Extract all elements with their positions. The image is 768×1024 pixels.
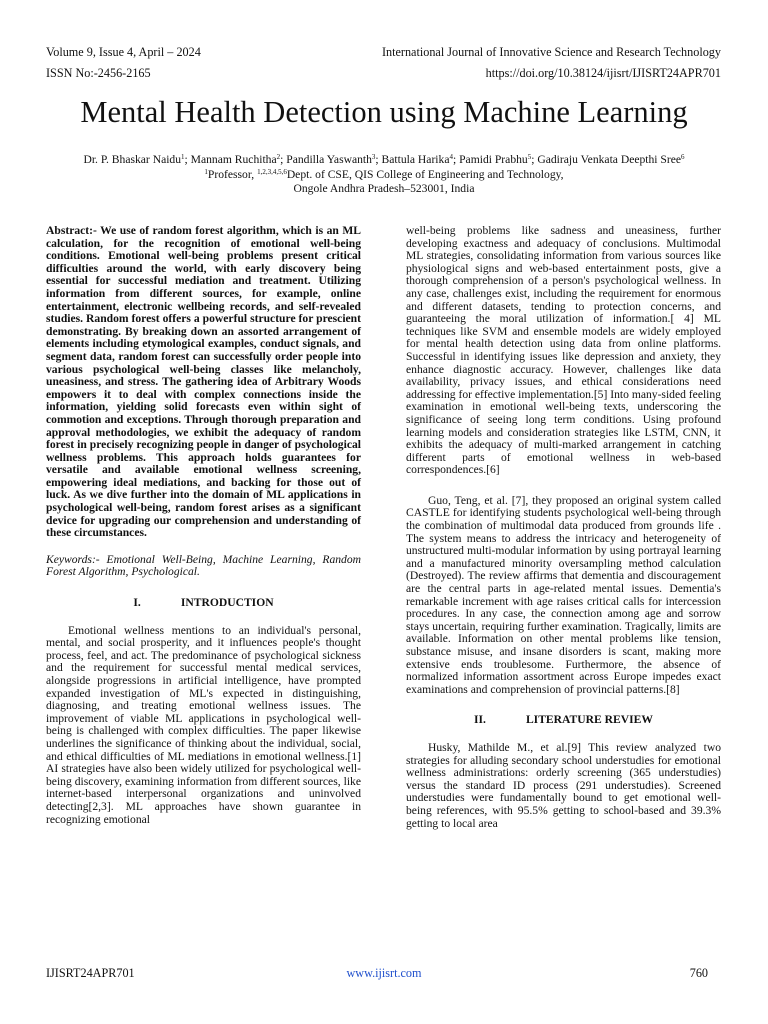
issn: ISSN No:-2456-2165 bbox=[46, 66, 151, 80]
author-sup: 6 bbox=[681, 153, 685, 161]
author-separator: ; bbox=[375, 153, 382, 166]
section-number: I. bbox=[133, 596, 141, 610]
author-name: Pandilla Yaswanth bbox=[286, 153, 372, 166]
author-separator: ; bbox=[184, 153, 191, 166]
section-number: II. bbox=[474, 713, 486, 727]
paper-title: Mental Health Detection using Machine Learning bbox=[80, 95, 688, 129]
section-heading-introduction bbox=[46, 597, 361, 610]
body-paragraph: Husky, Mathilde M., et al.[9] This review analyzed two strategies for alluding secondary school understudies for emotional wellness administrations: orderly screening (365 understudies) versus the standard ID process (291 understudies). Screened understudies were fundamentally bound to get emotional well-being references, with 95.5% getting to school-based and 39.3% getting to local area bbox=[406, 740, 721, 830]
affiliation-line-1 bbox=[0, 168, 768, 183]
journal-name: International Journal of Innovative Science and Research Technology bbox=[381, 45, 721, 59]
author-name: Gadiraju Venkata Deepthi Sree bbox=[537, 153, 682, 166]
body-paragraph: Guo, Teng, et al. [7], they proposed an original system called CASTLE for identifying students psychological well-being through the combination of multimodal data produced from grounds life . The system means to address the intricacy and heterogeneity of unstructured multi-modular information by using portrayal learning and a manufactured minority oversampling method calculation (Destroyed). The review affirms that dementia and discouragement are the central parts in age-related mental issues. Dementia's remarkable increment with age raises critical calls for intercession procedures. In any case, the connection among age and sorrow stays uncertain, requiring further examination. Tragically, limits are available. Information on other mental problems like tension, substance misuse, and insane disorders is scant, making more extensive ends troublesome. Furthermore, the absence of normalized information assortment across Europe impedes exact examinations and comprehension of provincial patterns.[8] bbox=[406, 493, 721, 696]
volume-info: Volume 9, Issue 4, April – 2024 bbox=[46, 45, 201, 59]
introduction-paragraph: Emotional wellness mentions to an individual's personal, mental, and social prosperity, and it influences people's thought process, feel, and act. The predominance of psychological sickness and the requirement for successful mental medical services, alongside progressions in artificial intelligence, have prompted expanded investigation of ML's expected in distinguishing, diagnosing, and treating emotional wellness issues. The improvement of viable ML applications in psychological well-being is challenged with complex difficulties. The paper likewise underlines the significance of thinking about the individual, social, and ethical difficulties of ML mediations in emotional wellness.[1] AI strategies have also been widely utilized for psychological well-being discovery, examining information from different sources, like internet-based interpersonal organizations and uninvolved detecting[2,3]. ML approaches have shown guarantee in recognizing emotional bbox=[46, 623, 361, 826]
author-sup: 5 bbox=[527, 153, 532, 161]
section-title: INTRODUCTION bbox=[180, 596, 274, 610]
affiliation-dept: Dept. of CSE, QIS College of Engineering and Technology, bbox=[286, 167, 564, 181]
author-sup: 3 bbox=[371, 153, 376, 161]
paragraph-gap bbox=[406, 477, 721, 495]
section-title: LITERATURE REVIEW bbox=[525, 713, 653, 727]
abstract: Abstract:- We use of random forest algorithm, which is an ML calculation, for the recognition of emotional well-being conditions. Emotional well-being problems present critical difficulties around the world, with early discovery being essential for successful mediation and treatment. Utilizing information from different sources, for example, online entertainment, electronic wellbeing records, and self-revealed studies. Random forest offers a powerful structure for prescient demonstrating. By breaking down an assorted arrangement of elements including etymological examples, conduct signals, and segment data, random forest can successfully order people into various psychological well-being classes like melancholy, uneasiness, and stress. The gathering idea of Arbitrary Woods empowers it to deal with complex connections inside the information, yielding solid forecasts even within sight of commotion and exceptions. Through thorough preparation and approval methodologies, we exhibit the adequacy of random forest in precisely recognizing people in danger of psychological wellness problems. This approach holds guarantees for versatile and available emotional wellness screening, empowering ideal mediations, and backing for those out of luck. As we dive further into the domain of ML applications in psychological well-being, random forest arises as a significant device for upgrading our comprehension and understanding of these circumstances. bbox=[46, 224, 361, 540]
affiliation-sup-2: 1,2,3,4,5,6 bbox=[257, 167, 287, 176]
author-list bbox=[0, 153, 768, 168]
page-number: 760 bbox=[689, 966, 708, 980]
left-column bbox=[46, 225, 361, 826]
author-name: Dr. P. Bhaskar Naidu bbox=[83, 153, 182, 166]
author-sup: 4 bbox=[449, 153, 453, 161]
author-sup: 2 bbox=[276, 153, 281, 161]
author-block bbox=[0, 153, 768, 197]
author-separator: ; bbox=[280, 153, 287, 166]
body-paragraph: well-being problems like sadness and uneasiness, further developing exactness and adequacy of conclusions. Multimodal ML strategies, consolidating information from various sources like physiological signs and web-based entertainment posts, give a thorough comprehension of a person's psychological wellness. In any case, challenges exist, including the requirement for enormous and different datasets, tending to protection concerns, and guaranteeing the moral utilization of information.[ 4] ML techniques like SVM and ensemble models are widely employed for mental health detection using data from online platforms. Successful in identifying issues like depression and anxiety, they enhance diagnostic accuracy. However, challenges like data availability, privacy issues, and ethical considerations need addressing for effective implementation.[5] Into many-sided feeling examination in emotional well-being texts, underscoring the significance of seeing long term conditions. Using profound learning models and consideration strategies like LSTM, CNN, it exhibits the adequacy of multi-marked arrangement in catching different parts of emotional wellness in web-based correspondences.[6] bbox=[406, 224, 721, 477]
footer-article-id: IJISRT24APR701 bbox=[46, 966, 135, 980]
author-name: Pamidi Prabhu bbox=[459, 153, 528, 166]
affiliation-sup-1: 1 bbox=[204, 167, 208, 176]
affiliation-line-2: Ongole Andhra Pradesh–523001, India bbox=[293, 182, 475, 195]
section-heading-literature-review bbox=[406, 714, 721, 727]
author-name: Battula Harika bbox=[381, 153, 450, 166]
doi-link[interactable]: https://doi.org/10.38124/ijisrt/IJISRT24APR701 bbox=[485, 66, 721, 80]
keywords: Keywords:- Emotional Well-Being, Machine Learning, Random Forest Algorithm, Psychological. bbox=[46, 552, 361, 579]
author-separator: ; bbox=[531, 153, 538, 166]
author-sup: 1 bbox=[181, 153, 185, 161]
footer-website-link[interactable]: www.ijisrt.com bbox=[346, 966, 422, 980]
affiliation-role: Professor, bbox=[207, 167, 258, 181]
right-column bbox=[406, 225, 721, 830]
author-separator: ; bbox=[452, 153, 460, 166]
author-name: Mannam Ruchitha bbox=[190, 153, 277, 166]
